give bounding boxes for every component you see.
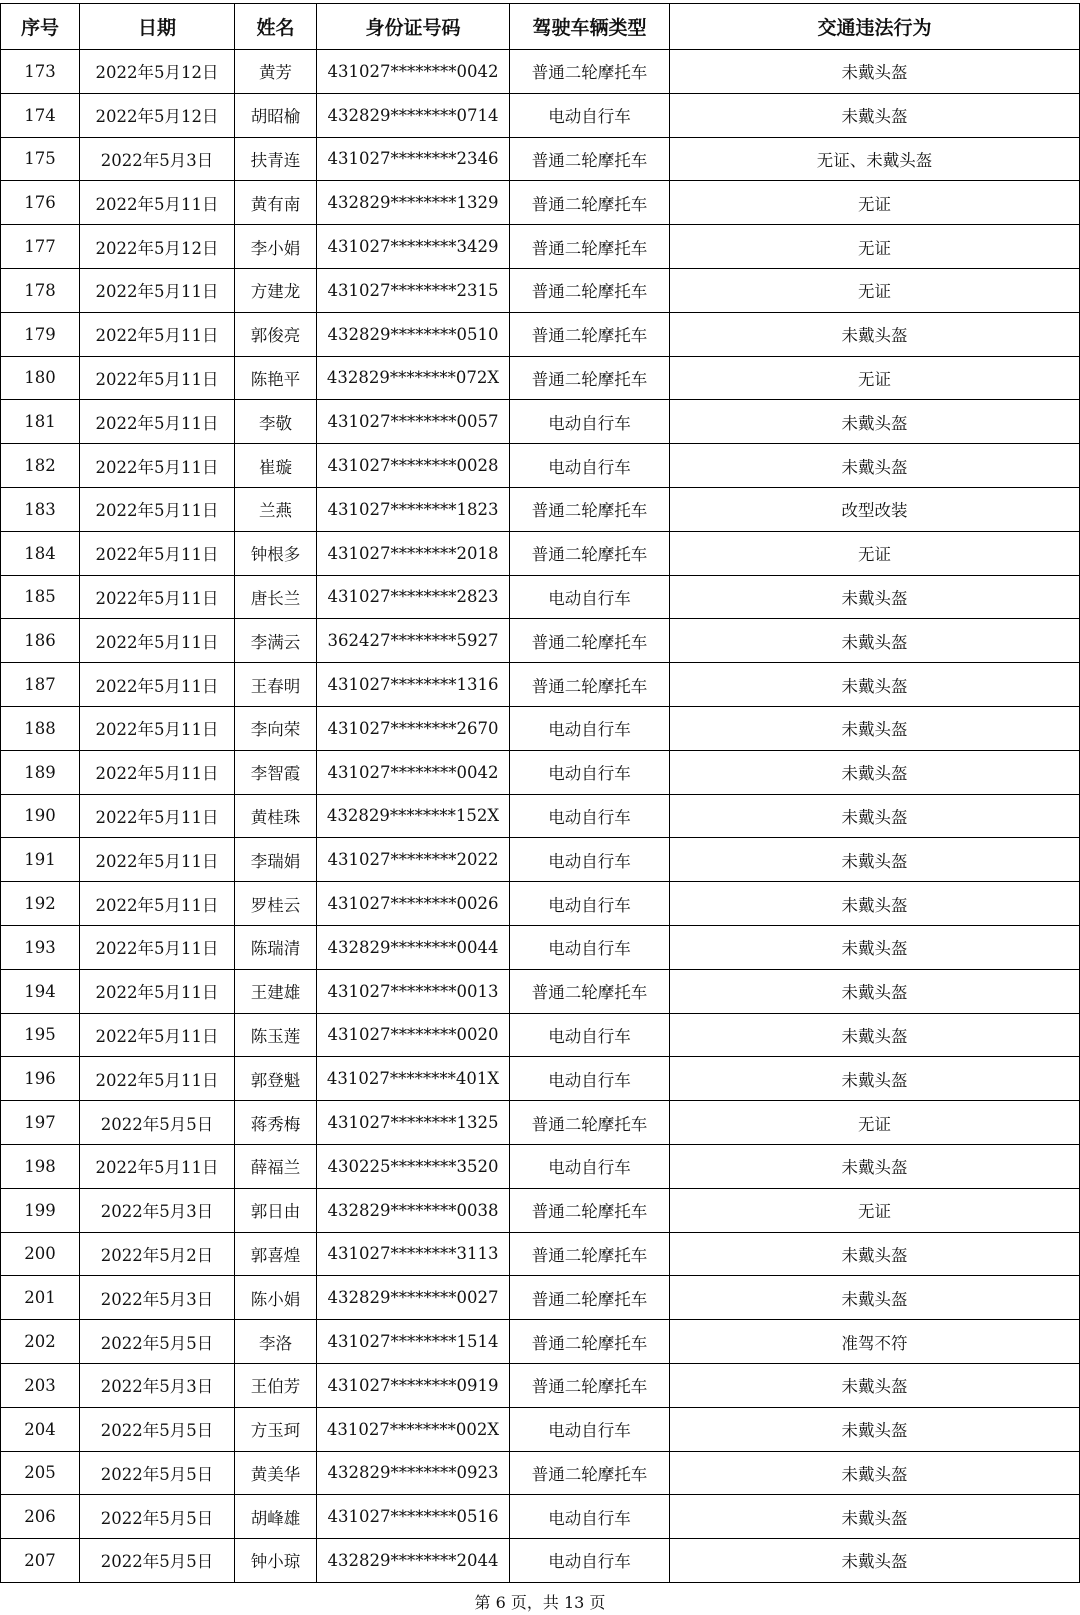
cell-name: 陈瑞清 [235, 925, 317, 969]
cell-violation: 未戴头盔 [670, 969, 1080, 1013]
cell-id-number: 432829********0027 [317, 1276, 510, 1320]
cell-id-number: 431027********401X [317, 1057, 510, 1101]
cell-violation: 未戴头盔 [670, 925, 1080, 969]
cell-name: 陈小娟 [235, 1276, 317, 1320]
cell-name: 唐长兰 [235, 575, 317, 619]
cell-vehicle-type: 电动自行车 [510, 444, 670, 488]
cell-serial: 184 [1, 531, 80, 575]
cell-name: 钟根多 [235, 531, 317, 575]
cell-serial: 174 [1, 93, 80, 137]
cell-name: 李向荣 [235, 706, 317, 750]
cell-name: 薛福兰 [235, 1144, 317, 1188]
cell-date: 2022年5月11日 [80, 268, 235, 312]
cell-violation: 未戴头盔 [670, 1144, 1080, 1188]
table-row [1, 1232, 1080, 1276]
cell-vehicle-type: 普通二轮摩托车 [510, 619, 670, 663]
table-row [1, 531, 1080, 575]
cell-serial: 181 [1, 400, 80, 444]
cell-date: 2022年5月5日 [80, 1495, 235, 1539]
cell-id-number: 431027********0057 [317, 400, 510, 444]
cell-vehicle-type: 普通二轮摩托车 [510, 268, 670, 312]
cell-serial: 178 [1, 268, 80, 312]
cell-name: 郭日由 [235, 1188, 317, 1232]
cell-violation: 未戴头盔 [670, 750, 1080, 794]
cell-serial: 200 [1, 1232, 80, 1276]
cell-date: 2022年5月5日 [80, 1320, 235, 1364]
table-row [1, 1144, 1080, 1188]
cell-name: 王伯芳 [235, 1363, 317, 1407]
cell-vehicle-type: 电动自行车 [510, 575, 670, 619]
cell-violation: 无证、未戴头盔 [670, 137, 1080, 181]
cell-serial: 193 [1, 925, 80, 969]
cell-id-number: 432829********152X [317, 794, 510, 838]
cell-vehicle-type: 普通二轮摩托车 [510, 663, 670, 707]
cell-vehicle-type: 普通二轮摩托车 [510, 181, 670, 225]
cell-violation: 无证 [670, 356, 1080, 400]
cell-serial: 202 [1, 1320, 80, 1364]
cell-violation: 未戴头盔 [670, 93, 1080, 137]
cell-vehicle-type: 普通二轮摩托车 [510, 1101, 670, 1145]
column-header-violation: 交通违法行为 [670, 4, 1080, 50]
cell-violation: 未戴头盔 [670, 1451, 1080, 1495]
cell-violation: 未戴头盔 [670, 444, 1080, 488]
cell-id-number: 431027********1316 [317, 663, 510, 707]
cell-date: 2022年5月11日 [80, 531, 235, 575]
cell-violation: 未戴头盔 [670, 312, 1080, 356]
cell-id-number: 432829********0510 [317, 312, 510, 356]
cell-date: 2022年5月11日 [80, 663, 235, 707]
cell-name: 黄桂珠 [235, 794, 317, 838]
table-row [1, 925, 1080, 969]
cell-name: 李满云 [235, 619, 317, 663]
cell-date: 2022年5月11日 [80, 400, 235, 444]
cell-date: 2022年5月11日 [80, 794, 235, 838]
cell-id-number: 432829********0714 [317, 93, 510, 137]
cell-date: 2022年5月11日 [80, 575, 235, 619]
cell-violation: 未戴头盔 [670, 1276, 1080, 1320]
cell-vehicle-type: 电动自行车 [510, 1144, 670, 1188]
cell-id-number: 432829********0044 [317, 925, 510, 969]
cell-vehicle-type: 电动自行车 [510, 1495, 670, 1539]
cell-date: 2022年5月11日 [80, 356, 235, 400]
column-header-date: 日期 [80, 4, 235, 50]
cell-violation: 未戴头盔 [670, 619, 1080, 663]
cell-date: 2022年5月11日 [80, 706, 235, 750]
cell-violation: 未戴头盔 [670, 706, 1080, 750]
table-row [1, 1539, 1080, 1583]
table-row [1, 444, 1080, 488]
cell-date: 2022年5月11日 [80, 925, 235, 969]
cell-vehicle-type: 普通二轮摩托车 [510, 137, 670, 181]
cell-id-number: 431027********0919 [317, 1363, 510, 1407]
cell-name: 李敬 [235, 400, 317, 444]
violation-records-table [0, 3, 1080, 1583]
cell-id-number: 431027********002X [317, 1407, 510, 1451]
cell-serial: 197 [1, 1101, 80, 1145]
table-row [1, 969, 1080, 1013]
cell-date: 2022年5月11日 [80, 487, 235, 531]
cell-name: 方玉珂 [235, 1407, 317, 1451]
cell-date: 2022年5月11日 [80, 1013, 235, 1057]
cell-violation: 未戴头盔 [670, 1057, 1080, 1101]
cell-date: 2022年5月11日 [80, 444, 235, 488]
cell-vehicle-type: 电动自行车 [510, 925, 670, 969]
cell-name: 李洛 [235, 1320, 317, 1364]
table-row [1, 225, 1080, 269]
cell-violation: 无证 [670, 1188, 1080, 1232]
table-row [1, 1320, 1080, 1364]
cell-violation: 未戴头盔 [670, 575, 1080, 619]
cell-id-number: 431027********0028 [317, 444, 510, 488]
cell-vehicle-type: 普通二轮摩托车 [510, 1232, 670, 1276]
column-header-vehicle-type: 驾驶车辆类型 [510, 4, 670, 50]
cell-violation: 无证 [670, 268, 1080, 312]
cell-name: 胡昭榆 [235, 93, 317, 137]
cell-violation: 未戴头盔 [670, 50, 1080, 94]
cell-date: 2022年5月11日 [80, 969, 235, 1013]
cell-vehicle-type: 电动自行车 [510, 794, 670, 838]
cell-id-number: 432829********1329 [317, 181, 510, 225]
table-row [1, 1013, 1080, 1057]
cell-name: 陈艳平 [235, 356, 317, 400]
cell-serial: 186 [1, 619, 80, 663]
cell-vehicle-type: 电动自行车 [510, 882, 670, 926]
cell-serial: 188 [1, 706, 80, 750]
cell-violation: 无证 [670, 1101, 1080, 1145]
table-row [1, 50, 1080, 94]
table-row [1, 400, 1080, 444]
cell-name: 李智霞 [235, 750, 317, 794]
cell-vehicle-type: 电动自行车 [510, 750, 670, 794]
cell-serial: 191 [1, 838, 80, 882]
cell-vehicle-type: 电动自行车 [510, 1539, 670, 1583]
table-row [1, 1276, 1080, 1320]
cell-vehicle-type: 普通二轮摩托车 [510, 1188, 670, 1232]
cell-violation: 未戴头盔 [670, 838, 1080, 882]
cell-vehicle-type: 普通二轮摩托车 [510, 1451, 670, 1495]
cell-serial: 180 [1, 356, 80, 400]
cell-id-number: 431027********2670 [317, 706, 510, 750]
cell-date: 2022年5月11日 [80, 1144, 235, 1188]
cell-name: 陈玉莲 [235, 1013, 317, 1057]
cell-id-number: 432829********2044 [317, 1539, 510, 1583]
cell-violation: 无证 [670, 531, 1080, 575]
cell-vehicle-type: 普通二轮摩托车 [510, 1276, 670, 1320]
cell-id-number: 431027********2018 [317, 531, 510, 575]
cell-serial: 207 [1, 1539, 80, 1583]
cell-date: 2022年5月12日 [80, 50, 235, 94]
cell-vehicle-type: 电动自行车 [510, 93, 670, 137]
cell-date: 2022年5月11日 [80, 838, 235, 882]
cell-serial: 183 [1, 487, 80, 531]
cell-date: 2022年5月3日 [80, 1276, 235, 1320]
table-row [1, 356, 1080, 400]
cell-name: 李瑞娟 [235, 838, 317, 882]
cell-id-number: 431027********3429 [317, 225, 510, 269]
column-header-serial: 序号 [1, 4, 80, 50]
cell-name: 蒋秀梅 [235, 1101, 317, 1145]
cell-id-number: 432829********0038 [317, 1188, 510, 1232]
table-row [1, 1188, 1080, 1232]
cell-name: 罗桂云 [235, 882, 317, 926]
cell-name: 王建雄 [235, 969, 317, 1013]
cell-serial: 199 [1, 1188, 80, 1232]
table-row [1, 1057, 1080, 1101]
cell-violation: 无证 [670, 225, 1080, 269]
table-row [1, 882, 1080, 926]
table-row [1, 1407, 1080, 1451]
cell-vehicle-type: 电动自行车 [510, 400, 670, 444]
cell-serial: 177 [1, 225, 80, 269]
cell-id-number: 431027********1823 [317, 487, 510, 531]
cell-id-number: 431027********0042 [317, 50, 510, 94]
cell-name: 黄芳 [235, 50, 317, 94]
column-header-id-number: 身份证号码 [317, 4, 510, 50]
table-row [1, 619, 1080, 663]
cell-name: 黄美华 [235, 1451, 317, 1495]
cell-serial: 192 [1, 882, 80, 926]
cell-serial: 203 [1, 1363, 80, 1407]
table-row [1, 750, 1080, 794]
cell-violation: 无证 [670, 181, 1080, 225]
cell-date: 2022年5月5日 [80, 1407, 235, 1451]
cell-serial: 206 [1, 1495, 80, 1539]
cell-name: 扶青连 [235, 137, 317, 181]
table-row [1, 1363, 1080, 1407]
cell-vehicle-type: 电动自行车 [510, 838, 670, 882]
table-row [1, 706, 1080, 750]
cell-id-number: 431027********2346 [317, 137, 510, 181]
cell-date: 2022年5月12日 [80, 225, 235, 269]
cell-vehicle-type: 普通二轮摩托车 [510, 1363, 670, 1407]
cell-serial: 179 [1, 312, 80, 356]
cell-violation: 未戴头盔 [670, 1407, 1080, 1451]
cell-serial: 182 [1, 444, 80, 488]
cell-violation: 未戴头盔 [670, 400, 1080, 444]
cell-id-number: 431027********2022 [317, 838, 510, 882]
cell-date: 2022年5月11日 [80, 750, 235, 794]
cell-date: 2022年5月5日 [80, 1539, 235, 1583]
cell-serial: 205 [1, 1451, 80, 1495]
cell-id-number: 431027********0026 [317, 882, 510, 926]
cell-id-number: 431027********1514 [317, 1320, 510, 1364]
cell-violation: 未戴头盔 [670, 1232, 1080, 1276]
cell-name: 王春明 [235, 663, 317, 707]
cell-name: 郭喜煌 [235, 1232, 317, 1276]
cell-serial: 194 [1, 969, 80, 1013]
cell-vehicle-type: 普通二轮摩托车 [510, 312, 670, 356]
cell-id-number: 431027********0516 [317, 1495, 510, 1539]
table-row [1, 137, 1080, 181]
cell-id-number: 362427********5927 [317, 619, 510, 663]
cell-violation: 未戴头盔 [670, 882, 1080, 926]
cell-serial: 185 [1, 575, 80, 619]
cell-date: 2022年5月11日 [80, 312, 235, 356]
table-row [1, 663, 1080, 707]
cell-name: 胡峰雄 [235, 1495, 317, 1539]
table-row [1, 312, 1080, 356]
cell-id-number: 431027********0013 [317, 969, 510, 1013]
cell-id-number: 432829********0923 [317, 1451, 510, 1495]
cell-violation: 未戴头盔 [670, 1495, 1080, 1539]
table-row [1, 93, 1080, 137]
cell-serial: 175 [1, 137, 80, 181]
page-number: 第 6 页，共 13 页 [474, 1593, 606, 1612]
cell-serial: 204 [1, 1407, 80, 1451]
cell-id-number: 431027********2315 [317, 268, 510, 312]
cell-violation: 未戴头盔 [670, 1539, 1080, 1583]
cell-name: 兰燕 [235, 487, 317, 531]
cell-date: 2022年5月3日 [80, 137, 235, 181]
cell-name: 郭俊亮 [235, 312, 317, 356]
cell-id-number: 432829********072X [317, 356, 510, 400]
cell-name: 郭登魁 [235, 1057, 317, 1101]
cell-vehicle-type: 普通二轮摩托车 [510, 356, 670, 400]
cell-id-number: 431027********1325 [317, 1101, 510, 1145]
cell-date: 2022年5月11日 [80, 1057, 235, 1101]
cell-date: 2022年5月2日 [80, 1232, 235, 1276]
cell-serial: 195 [1, 1013, 80, 1057]
cell-serial: 198 [1, 1144, 80, 1188]
table-row [1, 1451, 1080, 1495]
cell-vehicle-type: 电动自行车 [510, 1407, 670, 1451]
cell-date: 2022年5月11日 [80, 181, 235, 225]
cell-date: 2022年5月3日 [80, 1188, 235, 1232]
cell-id-number: 431027********0042 [317, 750, 510, 794]
cell-date: 2022年5月12日 [80, 93, 235, 137]
cell-vehicle-type: 普通二轮摩托车 [510, 531, 670, 575]
table-row [1, 1495, 1080, 1539]
cell-date: 2022年5月11日 [80, 882, 235, 926]
cell-name: 钟小琼 [235, 1539, 317, 1583]
cell-id-number: 431027********2823 [317, 575, 510, 619]
cell-vehicle-type: 普通二轮摩托车 [510, 487, 670, 531]
cell-vehicle-type: 普通二轮摩托车 [510, 1320, 670, 1364]
table-header-row [1, 4, 1080, 50]
cell-vehicle-type: 电动自行车 [510, 706, 670, 750]
cell-violation: 改型改装 [670, 487, 1080, 531]
cell-id-number: 430225********3520 [317, 1144, 510, 1188]
cell-violation: 准驾不符 [670, 1320, 1080, 1364]
table-row [1, 181, 1080, 225]
table-row [1, 794, 1080, 838]
cell-serial: 196 [1, 1057, 80, 1101]
table-row [1, 487, 1080, 531]
cell-violation: 未戴头盔 [670, 663, 1080, 707]
cell-id-number: 431027********0020 [317, 1013, 510, 1057]
cell-name: 李小娟 [235, 225, 317, 269]
cell-name: 方建龙 [235, 268, 317, 312]
cell-id-number: 431027********3113 [317, 1232, 510, 1276]
cell-serial: 187 [1, 663, 80, 707]
cell-vehicle-type: 电动自行车 [510, 1057, 670, 1101]
cell-serial: 201 [1, 1276, 80, 1320]
cell-vehicle-type: 普通二轮摩托车 [510, 225, 670, 269]
cell-serial: 173 [1, 50, 80, 94]
cell-date: 2022年5月11日 [80, 619, 235, 663]
column-header-name: 姓名 [235, 4, 317, 50]
table-row [1, 268, 1080, 312]
cell-vehicle-type: 普通二轮摩托车 [510, 50, 670, 94]
cell-violation: 未戴头盔 [670, 1363, 1080, 1407]
cell-date: 2022年5月5日 [80, 1101, 235, 1145]
table-row [1, 575, 1080, 619]
cell-name: 崔璇 [235, 444, 317, 488]
cell-date: 2022年5月3日 [80, 1363, 235, 1407]
cell-vehicle-type: 电动自行车 [510, 1013, 670, 1057]
cell-violation: 未戴头盔 [670, 1013, 1080, 1057]
cell-serial: 176 [1, 181, 80, 225]
table-row [1, 1101, 1080, 1145]
cell-serial: 190 [1, 794, 80, 838]
cell-vehicle-type: 普通二轮摩托车 [510, 969, 670, 1013]
cell-violation: 未戴头盔 [670, 794, 1080, 838]
cell-name: 黄有南 [235, 181, 317, 225]
cell-serial: 189 [1, 750, 80, 794]
cell-date: 2022年5月5日 [80, 1451, 235, 1495]
table-row [1, 838, 1080, 882]
